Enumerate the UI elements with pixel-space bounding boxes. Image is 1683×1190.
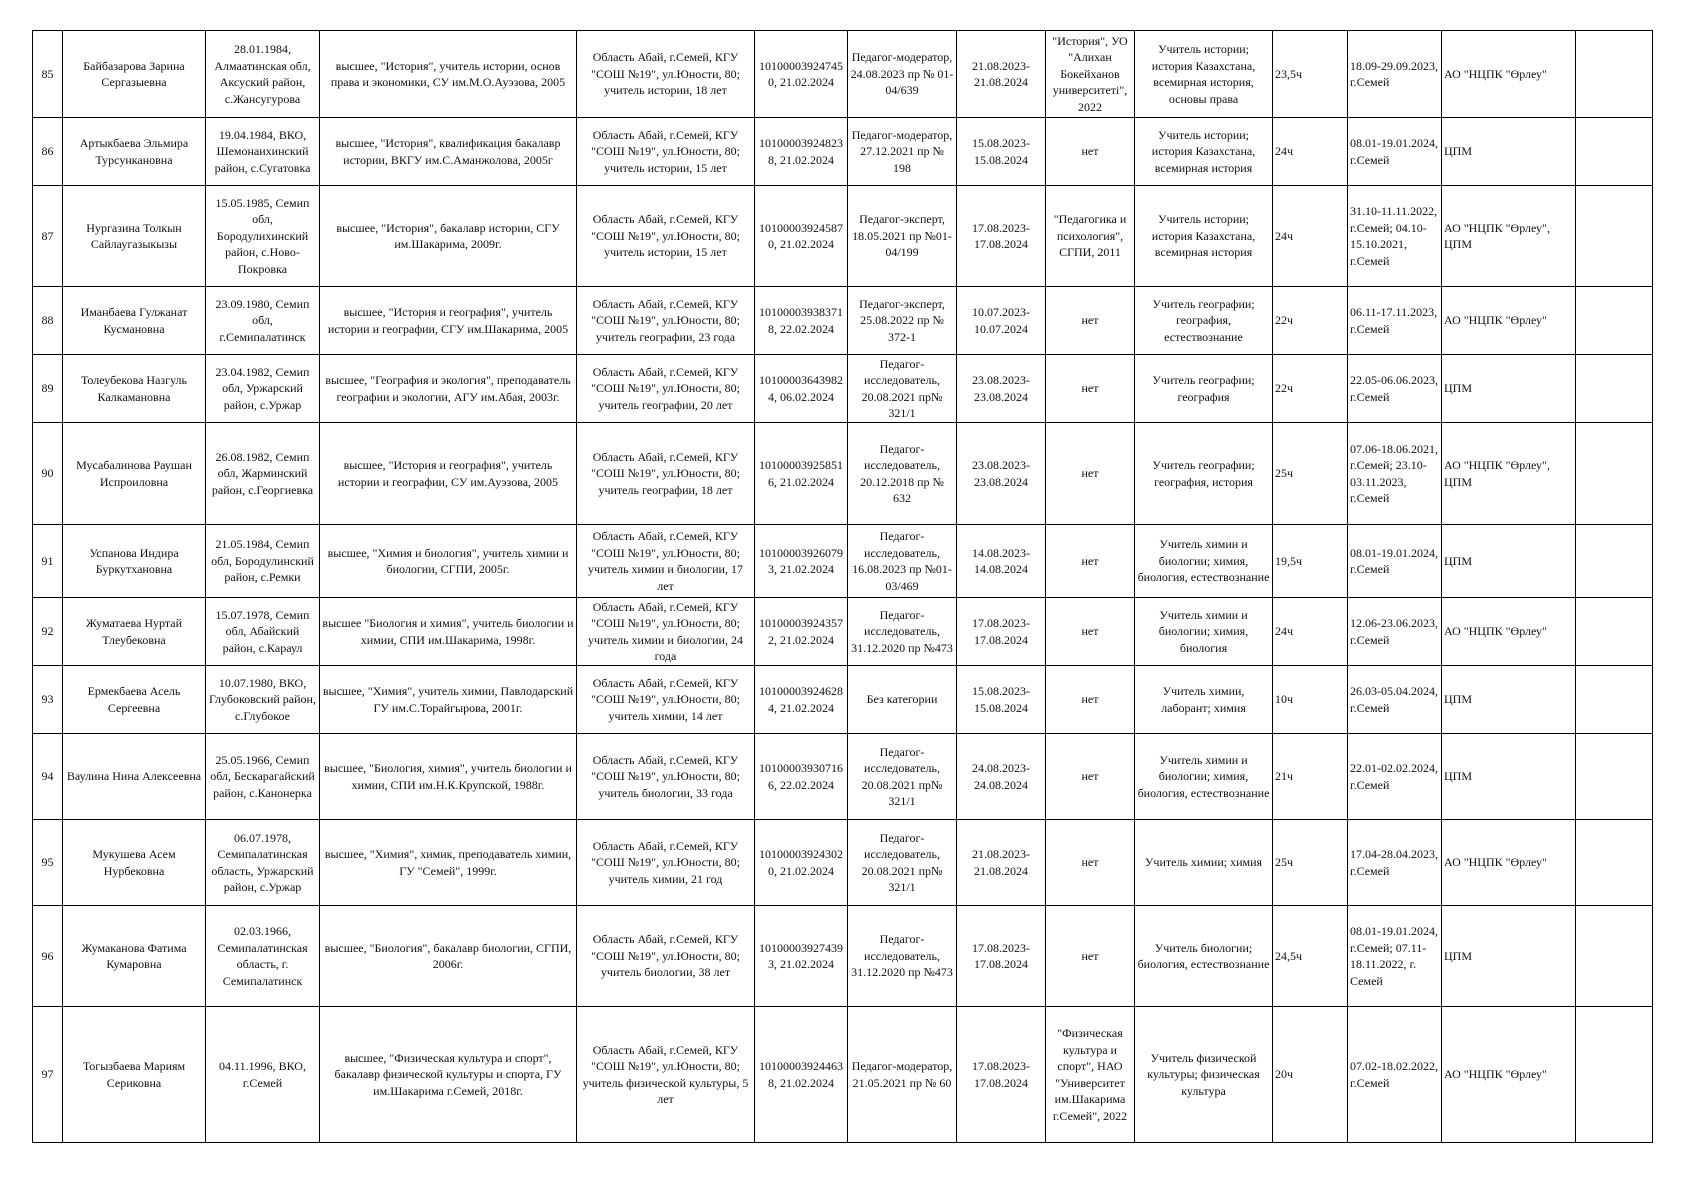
qualification-category: Педагог-исследователь, 20.12.2018 пр № 632 bbox=[848, 423, 957, 525]
teaching-load: 22ч bbox=[1273, 355, 1348, 423]
teaching-load: 25ч bbox=[1273, 820, 1348, 906]
course-provider: АО "НЦПК "Өрлеу" bbox=[1442, 31, 1576, 118]
position-subjects: Учитель географии; география, естествознание bbox=[1135, 287, 1273, 355]
validity-period: 24.08.2023-24.08.2024 bbox=[957, 734, 1046, 820]
retraining-info: нет bbox=[1046, 287, 1135, 355]
birth-info: 06.07.1978, Семипалатинская область, Уржарский район, с.Уржар bbox=[206, 820, 320, 906]
retraining-info: нет bbox=[1046, 355, 1135, 423]
validity-period: 23.08.2023-23.08.2024 bbox=[957, 355, 1046, 423]
validity-period: 21.08.2023-21.08.2024 bbox=[957, 820, 1046, 906]
education-info: высшее, "География и экология", преподаватель географии и экологии, АГУ им.Абая, 2003г. bbox=[320, 355, 577, 423]
position-subjects: Учитель географии; география, история bbox=[1135, 423, 1273, 525]
document-number: 101000039244638, 21.02.2024 bbox=[755, 1007, 848, 1143]
course-dates: 22.01-02.02.2024, г.Семей bbox=[1348, 734, 1442, 820]
workplace-info: Область Абай, г.Семей, КГУ "СОШ №19", ул.Юности, 80; учитель истории, 15 лет bbox=[577, 118, 755, 186]
course-provider: ЦПМ bbox=[1442, 734, 1576, 820]
education-info: высшее, "Химия", учитель химии, Павлодарский ГУ им.С.Торайгырова, 2001г. bbox=[320, 666, 577, 734]
qualification-category: Педагог-исследователь, 20.08.2021 пр№ 321/1 bbox=[848, 734, 957, 820]
document-number: 101000039243572, 21.02.2024 bbox=[755, 598, 848, 666]
table-row bbox=[33, 287, 1653, 355]
extra-cell bbox=[1576, 1007, 1653, 1143]
course-dates: 26.03-05.04.2024, г.Семей bbox=[1348, 666, 1442, 734]
course-provider: ЦПМ bbox=[1442, 906, 1576, 1007]
teacher-name: Иманбаева Гулжанат Кусмановна bbox=[63, 287, 206, 355]
retraining-info: нет bbox=[1046, 598, 1135, 666]
course-dates: 12.06-23.06.2023, г.Семей bbox=[1348, 598, 1442, 666]
teacher-name: Байбазарова Зарина Сергазыевна bbox=[63, 31, 206, 118]
document-number: 101000039307166, 22.02.2024 bbox=[755, 734, 848, 820]
retraining-info: нет bbox=[1046, 423, 1135, 525]
education-info: высшее, "Биология, химия", учитель биологии и химии, СПИ им.Н.К.Крупской, 1988г. bbox=[320, 734, 577, 820]
qualification-category: Педагог-модератор, 24.08.2023 пр № 01-04/639 bbox=[848, 31, 957, 118]
birth-info: 23.04.1982, Семип обл, Уржарский район, с.Уржар bbox=[206, 355, 320, 423]
row-number: 90 bbox=[33, 423, 63, 525]
teaching-load: 24,5ч bbox=[1273, 906, 1348, 1007]
retraining-info: нет bbox=[1046, 906, 1135, 1007]
qualification-category: Без категории bbox=[848, 666, 957, 734]
teacher-name: Мусабалинова Раушан Испроиловна bbox=[63, 423, 206, 525]
row-number: 91 bbox=[33, 525, 63, 598]
validity-period: 14.08.2023-14.08.2024 bbox=[957, 525, 1046, 598]
extra-cell bbox=[1576, 31, 1653, 118]
teaching-load: 21ч bbox=[1273, 734, 1348, 820]
table-row bbox=[33, 1007, 1653, 1143]
table-row bbox=[33, 906, 1653, 1007]
validity-period: 17.08.2023-17.08.2024 bbox=[957, 186, 1046, 287]
birth-info: 15.07.1978, Семип обл, Абайский район, с.Караул bbox=[206, 598, 320, 666]
document-number: 101000039260793, 21.02.2024 bbox=[755, 525, 848, 598]
retraining-info: "История", УО "Алихан Бокейханов университеті", 2022 bbox=[1046, 31, 1135, 118]
course-dates: 07.02-18.02.2022, г.Семей bbox=[1348, 1007, 1442, 1143]
extra-cell bbox=[1576, 118, 1653, 186]
row-number: 97 bbox=[33, 1007, 63, 1143]
document-number: 101000039383718, 22.02.2024 bbox=[755, 287, 848, 355]
document-number: 101000039248238, 21.02.2024 bbox=[755, 118, 848, 186]
teaching-load: 25ч bbox=[1273, 423, 1348, 525]
education-info: высшее, "Физическая культура и спорт", бакалавр физической культуры и спорта, ГУ им.Шакарима г.Семей, 2018г. bbox=[320, 1007, 577, 1143]
row-number: 94 bbox=[33, 734, 63, 820]
row-number: 96 bbox=[33, 906, 63, 1007]
course-provider: АО "НЦПК "Өрлеу" bbox=[1442, 1007, 1576, 1143]
course-provider: АО "НЦПК "Өрлеу" bbox=[1442, 287, 1576, 355]
extra-cell bbox=[1576, 666, 1653, 734]
workplace-info: Область Абай, г.Семей, КГУ "СОШ №19", ул.Юности, 80; учитель химии и биологии, 24 года bbox=[577, 598, 755, 666]
workplace-info: Область Абай, г.Семей, КГУ "СОШ №19", ул.Юности, 80; учитель биологии, 38 лет bbox=[577, 906, 755, 1007]
qualification-category: Педагог-модератор, 27.12.2021 пр № 198 bbox=[848, 118, 957, 186]
teacher-name: Ермекбаева Асель Сергеевна bbox=[63, 666, 206, 734]
extra-cell bbox=[1576, 287, 1653, 355]
teaching-load: 24ч bbox=[1273, 598, 1348, 666]
document-number: 101000039274393, 21.02.2024 bbox=[755, 906, 848, 1007]
qualification-category: Педагог-исследователь, 16.08.2023 пр №01-03/469 bbox=[848, 525, 957, 598]
validity-period: 15.08.2023-15.08.2024 bbox=[957, 118, 1046, 186]
birth-info: 23.09.1980, Семип обл, г.Семипалатинск bbox=[206, 287, 320, 355]
retraining-info: нет bbox=[1046, 734, 1135, 820]
table-row bbox=[33, 734, 1653, 820]
retraining-info: "Педагогика и психология", СГПИ, 2011 bbox=[1046, 186, 1135, 287]
teacher-name: Успанова Индира Буркутхановна bbox=[63, 525, 206, 598]
teaching-load: 22ч bbox=[1273, 287, 1348, 355]
birth-info: 10.07.1980, ВКО, Глубоковский район, с.Глубокое bbox=[206, 666, 320, 734]
row-number: 89 bbox=[33, 355, 63, 423]
teacher-name: Жуматаева Нуртай Тлеубековна bbox=[63, 598, 206, 666]
education-info: высшее, "Биология", бакалавр биологии, СГПИ, 2006г. bbox=[320, 906, 577, 1007]
row-number: 95 bbox=[33, 820, 63, 906]
teaching-load: 19,5ч bbox=[1273, 525, 1348, 598]
teacher-name: Артыкбаева Эльмира Турсункановна bbox=[63, 118, 206, 186]
position-subjects: Учитель географии; география bbox=[1135, 355, 1273, 423]
retraining-info: нет bbox=[1046, 666, 1135, 734]
teaching-load: 20ч bbox=[1273, 1007, 1348, 1143]
workplace-info: Область Абай, г.Семей, КГУ "СОШ №19", ул.Юности, 80; учитель химии, 21 год bbox=[577, 820, 755, 906]
qualification-category: Педагог-исследователь, 31.12.2020 пр №473 bbox=[848, 598, 957, 666]
retraining-info: нет bbox=[1046, 820, 1135, 906]
education-info: высшее, "История", бакалавр истории, СГУ им.Шакарима, 2009г. bbox=[320, 186, 577, 287]
row-number: 92 bbox=[33, 598, 63, 666]
workplace-info: Область Абай, г.Семей, КГУ "СОШ №19", ул.Юности, 80; учитель географии, 23 года bbox=[577, 287, 755, 355]
teacher-name: Ваулина Нина Алексеевна bbox=[63, 734, 206, 820]
workplace-info: Область Абай, г.Семей, КГУ "СОШ №19", ул.Юности, 80; учитель химии и биологии, 17 лет bbox=[577, 525, 755, 598]
validity-period: 10.07.2023-10.07.2024 bbox=[957, 287, 1046, 355]
birth-info: 28.01.1984, Алмаатинская обл, Аксуский район, с.Жансугурова bbox=[206, 31, 320, 118]
table-row bbox=[33, 355, 1653, 423]
table-row bbox=[33, 118, 1653, 186]
course-dates: 31.10-11.11.2022, г.Семей; 04.10-15.10.2021, г.Семей bbox=[1348, 186, 1442, 287]
document-number: 101000039247450, 21.02.2024 bbox=[755, 31, 848, 118]
extra-cell bbox=[1576, 355, 1653, 423]
validity-period: 21.08.2023-21.08.2024 bbox=[957, 31, 1046, 118]
course-dates: 17.04-28.04.2023, г.Семей bbox=[1348, 820, 1442, 906]
workplace-info: Область Абай, г.Семей, КГУ "СОШ №19", ул.Юности, 80; учитель истории, 15 лет bbox=[577, 186, 755, 287]
document-number: 101000036439824, 06.02.2024 bbox=[755, 355, 848, 423]
birth-info: 21.05.1984, Семип обл, Бородулинский район, с.Ремки bbox=[206, 525, 320, 598]
document-number: 101000039243020, 21.02.2024 bbox=[755, 820, 848, 906]
position-subjects: Учитель истории; история Казахстана, всемирная история bbox=[1135, 186, 1273, 287]
retraining-info: "Физическая культура и спорт", НАО "Университет им.Шакарима г.Семей", 2022 bbox=[1046, 1007, 1135, 1143]
table-row bbox=[33, 820, 1653, 906]
course-dates: 08.01-19.01.2024, г.Семей; 07.11-18.11.2022, г. Семей bbox=[1348, 906, 1442, 1007]
workplace-info: Область Абай, г.Семей, КГУ "СОШ №19", ул.Юности, 80; учитель физической культуры, 5 лет bbox=[577, 1007, 755, 1143]
qualification-category: Педагог-исследователь, 20.08.2021 пр№ 321/1 bbox=[848, 820, 957, 906]
validity-period: 17.08.2023-17.08.2024 bbox=[957, 598, 1046, 666]
document-number: 101000039246284, 21.02.2024 bbox=[755, 666, 848, 734]
table-row bbox=[33, 598, 1653, 666]
qualification-category: Педагог-эксперт, 18.05.2021 пр №01-04/199 bbox=[848, 186, 957, 287]
course-provider: АО "НЦПК "Өрлеу" bbox=[1442, 598, 1576, 666]
birth-info: 04.11.1996, ВКО, г.Семей bbox=[206, 1007, 320, 1143]
course-provider: АО "НЦПК "Өрлеу", ЦПМ bbox=[1442, 186, 1576, 287]
position-subjects: Учитель химии и биологии; химия, биология, естествознание bbox=[1135, 734, 1273, 820]
workplace-info: Область Абай, г.Семей, КГУ "СОШ №19", ул.Юности, 80; учитель географии, 18 лет bbox=[577, 423, 755, 525]
teacher-name: Жумаканова Фатима Кумаровна bbox=[63, 906, 206, 1007]
position-subjects: Учитель физической культуры; физическая культура bbox=[1135, 1007, 1273, 1143]
workplace-info: Область Абай, г.Семей, КГУ "СОШ №19", ул.Юности, 80; учитель географии, 20 лет bbox=[577, 355, 755, 423]
teaching-load: 10ч bbox=[1273, 666, 1348, 734]
course-provider: АО "НЦПК "Өрлеу", ЦПМ bbox=[1442, 423, 1576, 525]
validity-period: 17.08.2023-17.08.2024 bbox=[957, 906, 1046, 1007]
table-row bbox=[33, 31, 1653, 118]
education-info: высшее, "История и география", учитель истории и географии, СУ им.Ауэзова, 2005 bbox=[320, 423, 577, 525]
extra-cell bbox=[1576, 906, 1653, 1007]
course-dates: 08.01-19.01.2024, г.Семей bbox=[1348, 118, 1442, 186]
birth-info: 15.05.1985, Семип обл, Бородулихинский район, с.Ново-Покровка bbox=[206, 186, 320, 287]
extra-cell bbox=[1576, 423, 1653, 525]
course-provider: ЦПМ bbox=[1442, 525, 1576, 598]
row-number: 93 bbox=[33, 666, 63, 734]
course-dates: 08.01-19.01.2024, г.Семей bbox=[1348, 525, 1442, 598]
extra-cell bbox=[1576, 525, 1653, 598]
extra-cell bbox=[1576, 734, 1653, 820]
teacher-name: Мукушева Асем Нурбековна bbox=[63, 820, 206, 906]
retraining-info: нет bbox=[1046, 118, 1135, 186]
teaching-load: 24ч bbox=[1273, 118, 1348, 186]
birth-info: 02.03.1966, Семипалатинская область, г. Семипалатинск bbox=[206, 906, 320, 1007]
table-row bbox=[33, 423, 1653, 525]
position-subjects: Учитель биологии; биология, естествознание bbox=[1135, 906, 1273, 1007]
row-number: 87 bbox=[33, 186, 63, 287]
teaching-load: 24ч bbox=[1273, 186, 1348, 287]
extra-cell bbox=[1576, 598, 1653, 666]
education-info: высшее, "История", учитель истории, основ права и экономики, СУ им.М.О.Ауэзова, 2005 bbox=[320, 31, 577, 118]
education-info: высшее, "История", квалификация бакалавр истории, ВКГУ им.С.Аманжолова, 2005г bbox=[320, 118, 577, 186]
teaching-load: 23,5ч bbox=[1273, 31, 1348, 118]
validity-period: 15.08.2023-15.08.2024 bbox=[957, 666, 1046, 734]
education-info: высшее, "Химия и биология", учитель химии и биологии, СГПИ, 2005г. bbox=[320, 525, 577, 598]
course-dates: 07.06-18.06.2021, г.Семей; 23.10-03.11.2023, г.Семей bbox=[1348, 423, 1442, 525]
position-subjects: Учитель химии; химия bbox=[1135, 820, 1273, 906]
course-provider: ЦПМ bbox=[1442, 118, 1576, 186]
validity-period: 17.08.2023-17.08.2024 bbox=[957, 1007, 1046, 1143]
birth-info: 19.04.1984, ВКО, Шемонаихинский район, с.Сугатовка bbox=[206, 118, 320, 186]
table-row bbox=[33, 666, 1653, 734]
teacher-name: Тогызбаева Мариям Сериковна bbox=[63, 1007, 206, 1143]
row-number: 88 bbox=[33, 287, 63, 355]
position-subjects: Учитель химии и биологии; химия, биология bbox=[1135, 598, 1273, 666]
table-row bbox=[33, 525, 1653, 598]
qualification-category: Педагог-исследователь, 31.12.2020 пр №473 bbox=[848, 906, 957, 1007]
retraining-info: нет bbox=[1046, 525, 1135, 598]
qualification-category: Педагог-модератор, 21.05.2021 пр № 60 bbox=[848, 1007, 957, 1143]
staff-table-sheet bbox=[32, 30, 1652, 1143]
workplace-info: Область Абай, г.Семей, КГУ "СОШ №19", ул.Юности, 80; учитель биологии, 33 года bbox=[577, 734, 755, 820]
qualification-category: Педагог-исследователь, 20.08.2021 пр№ 321/1 bbox=[848, 355, 957, 423]
birth-info: 26.08.1982, Семип обл, Жарминский район, с.Георгиевка bbox=[206, 423, 320, 525]
birth-info: 25.05.1966, Семип обл, Бескарагайский район, с.Канонерка bbox=[206, 734, 320, 820]
education-info: высшее, "Химия", химик, преподаватель химии, ГУ "Семей", 1999г. bbox=[320, 820, 577, 906]
table-body bbox=[33, 31, 1653, 1143]
document-number: 101000039258516, 21.02.2024 bbox=[755, 423, 848, 525]
position-subjects: Учитель химии и биологии; химия, биология, естествознание bbox=[1135, 525, 1273, 598]
course-dates: 18.09-29.09.2023, г.Семей bbox=[1348, 31, 1442, 118]
extra-cell bbox=[1576, 820, 1653, 906]
course-dates: 22.05-06.06.2023, г.Семей bbox=[1348, 355, 1442, 423]
row-number: 85 bbox=[33, 31, 63, 118]
course-provider: ЦПМ bbox=[1442, 666, 1576, 734]
document-number: 101000039245870, 21.02.2024 bbox=[755, 186, 848, 287]
row-number: 86 bbox=[33, 118, 63, 186]
workplace-info: Область Абай, г.Семей, КГУ "СОШ №19", ул.Юности, 80; учитель химии, 14 лет bbox=[577, 666, 755, 734]
course-dates: 06.11-17.11.2023, г.Семей bbox=[1348, 287, 1442, 355]
validity-period: 23.08.2023-23.08.2024 bbox=[957, 423, 1046, 525]
staff-table bbox=[32, 30, 1653, 1143]
education-info: высшее "Биология и химия", учитель биологии и химии, СПИ им.Шакарима, 1998г. bbox=[320, 598, 577, 666]
course-provider: АО "НЦПК "Өрлеу" bbox=[1442, 820, 1576, 906]
position-subjects: Учитель истории; история Казахстана, всемирная история bbox=[1135, 118, 1273, 186]
workplace-info: Область Абай, г.Семей, КГУ "СОШ №19", ул.Юности, 80; учитель истории, 18 лет bbox=[577, 31, 755, 118]
course-provider: ЦПМ bbox=[1442, 355, 1576, 423]
teacher-name: Толеубекова Назгуль Калкамановна bbox=[63, 355, 206, 423]
qualification-category: Педагог-эксперт, 25.08.2022 пр № 372-1 bbox=[848, 287, 957, 355]
extra-cell bbox=[1576, 186, 1653, 287]
position-subjects: Учитель химии, лаборант; химия bbox=[1135, 666, 1273, 734]
position-subjects: Учитель истории; история Казахстана, всемирная история, основы права bbox=[1135, 31, 1273, 118]
teacher-name: Нургазина Толкын Сайлаугазыкызы bbox=[63, 186, 206, 287]
table-row bbox=[33, 186, 1653, 287]
education-info: высшее, "История и география", учитель истории и географии, СГУ им.Шакарима, 2005 bbox=[320, 287, 577, 355]
